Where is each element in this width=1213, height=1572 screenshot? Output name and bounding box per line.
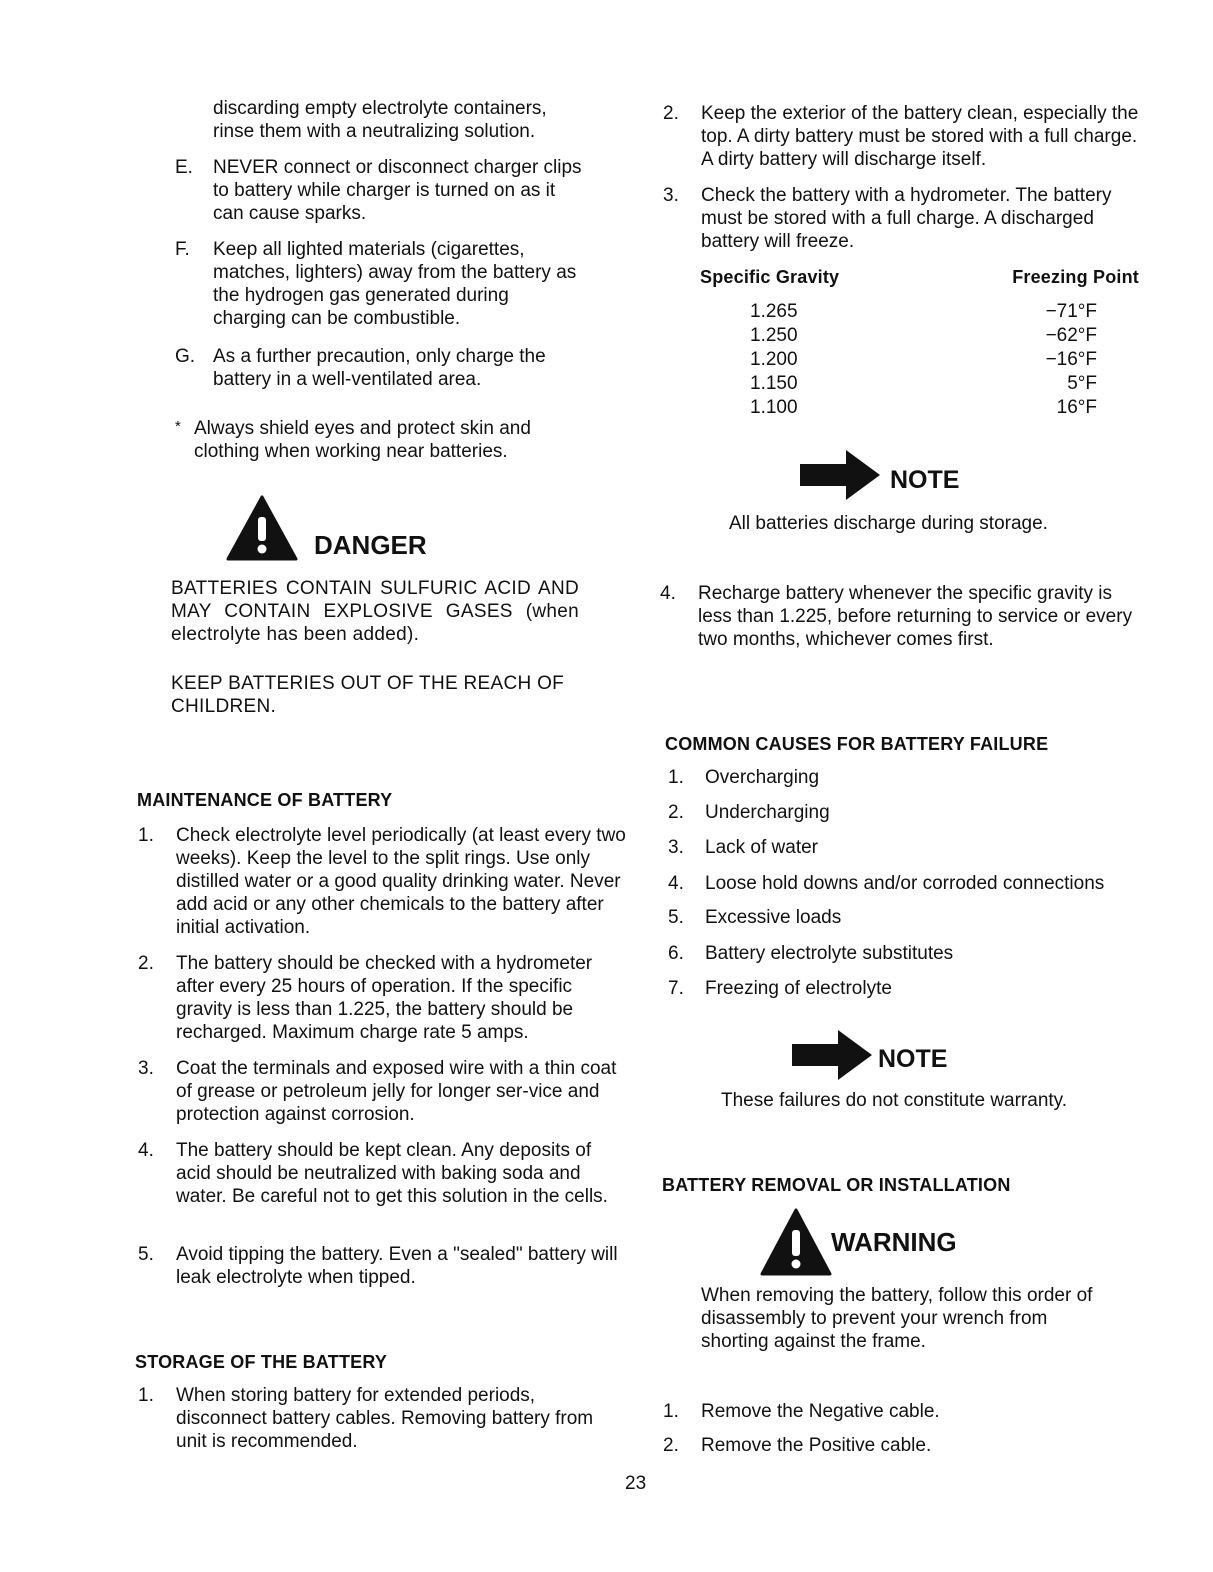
item-text: Remove the Negative cable. [701, 1401, 940, 1422]
removal-item [663, 1400, 1143, 1423]
item-text: Avoid tipping the battery. Even a "sealed" battery will leak electrolyte when tipped. [176, 1244, 618, 1288]
lettered-item-f [175, 238, 585, 330]
item-label: 2. [663, 1435, 679, 1456]
cause-item [668, 977, 1148, 1000]
specific-gravity-cell: 1.265 [750, 301, 798, 322]
page-number: 23 [625, 1473, 647, 1494]
specific-gravity-cell: 1.100 [750, 397, 798, 418]
item-label: 3. [663, 185, 679, 206]
lettered-item-e [175, 156, 585, 225]
danger-icon [226, 495, 298, 567]
danger-paragraph-1-text: BATTERIES CONTAIN SULFURIC ACID AND MAY CONTAIN EXPLOSIVE GASES (when electrolyte has been added). [171, 578, 579, 645]
freeze-table [700, 266, 1145, 426]
item-text: Lack of water [705, 837, 818, 858]
storage-item-3 [663, 184, 1151, 253]
item-text: Keep all lighted materials (cigarettes, matches, lighters) away from the battery as the hydrogen gas generated during charging can be combustible. [213, 239, 577, 329]
cause-item [668, 801, 1148, 824]
item-label: 3. [138, 1058, 154, 1079]
item-label: 1. [138, 1385, 154, 1406]
freeze-table-col-freezing-point: Freezing Point [1012, 267, 1139, 287]
specific-gravity-cell: 1.150 [750, 373, 798, 394]
warning-icon [760, 1208, 832, 1282]
note-text: All batteries discharge during storage. [729, 513, 1048, 534]
item-text: When storing battery for extended periods, disconnect battery cables. Removing battery from unit is recommended. [176, 1385, 594, 1452]
item-label: 3. [668, 837, 684, 858]
item-label: F. [175, 239, 190, 260]
asterisk-note [175, 417, 585, 463]
freezing-point-cell: −71°F [1045, 301, 1097, 322]
storage-item-1 [138, 1384, 626, 1453]
causes-heading: COMMON CAUSES FOR BATTERY FAILURE [665, 734, 1049, 754]
item-text: Loose hold downs and/or corroded connections [705, 873, 1105, 894]
freezing-point-cell: −62°F [1045, 325, 1097, 346]
item-label: 2. [668, 802, 684, 823]
cause-item [668, 872, 1148, 895]
item-label: 2. [663, 103, 679, 124]
warning-text-body: When removing the battery, follow this order of disassembly to prevent your wrench from shorting against the frame. [701, 1285, 1093, 1352]
item-label: 4. [660, 583, 676, 604]
specific-gravity-cell: 1.250 [750, 325, 798, 346]
warning-title: WARNING [831, 1227, 957, 1257]
note-arrow-icon [792, 1028, 874, 1090]
item-text: Undercharging [705, 802, 830, 823]
asterisk-label: * [175, 418, 181, 435]
removal-item [663, 1434, 1143, 1457]
freezing-point-cell: 5°F [1067, 373, 1097, 394]
item-text: Coat the terminals and exposed wire with a thin coat of grease or petroleum jelly for longer ser-vice and protection against corrosion. [176, 1058, 617, 1125]
cause-item [668, 836, 1148, 859]
danger-title: DANGER [314, 530, 427, 560]
item-label: 4. [668, 873, 684, 894]
note-arrow-icon [800, 448, 882, 510]
item-text: The battery should be checked with a hydrometer after every 25 hours of operation. If the specific gravity is less than 1.225, the battery should be recharged. Maximum charge rate 5 amps. [176, 953, 593, 1043]
item-text: Keep the exterior of the battery clean, especially the top. A dirty battery must be stored with a full charge. A dirty battery will discharge itself. [701, 103, 1139, 170]
item-label: 4. [138, 1140, 154, 1161]
item-text: Excessive loads [705, 907, 842, 928]
maintenance-item-5 [138, 1243, 626, 1289]
item-text: Check the battery with a hydrometer. The battery must be stored with a full charge. A discharged battery will freeze. [701, 185, 1112, 252]
item-text: Recharge battery whenever the specific gravity is less than 1.225, before returning to service or every two months, whichever comes first. [698, 583, 1133, 650]
storage-item-2 [663, 102, 1151, 171]
item-label: 5. [668, 907, 684, 928]
freezing-point-cell: −16°F [1045, 349, 1097, 370]
item-text: Overcharging [705, 767, 820, 788]
item-text: Freezing of electrolyte [705, 978, 892, 999]
maintenance-item-3 [138, 1057, 626, 1126]
danger-paragraph-2 [171, 672, 579, 718]
cause-item [668, 942, 1148, 965]
item-label: 2. [138, 953, 154, 974]
warning-text [701, 1284, 1111, 1353]
removal-heading: BATTERY REMOVAL OR INSTALLATION [662, 1175, 1011, 1195]
item-text: Remove the Positive cable. [701, 1435, 932, 1456]
danger-paragraph-1 [171, 577, 579, 646]
maintenance-item-1 [138, 824, 626, 939]
item-label: G. [175, 346, 196, 367]
item-text: Battery electrolyte substitutes [705, 943, 954, 964]
lettered-item-g [175, 345, 585, 391]
item-label: 1. [663, 1401, 679, 1422]
cause-item [668, 906, 1148, 929]
note-title: NOTE [890, 466, 960, 494]
item-label: 1. [668, 767, 684, 788]
storage-heading: STORAGE OF THE BATTERY [135, 1352, 388, 1372]
maintenance-item-2 [138, 952, 626, 1044]
freezing-point-cell: 16°F [1056, 397, 1097, 418]
item-label: 1. [138, 825, 154, 846]
intro-continuation [213, 97, 583, 143]
item-text: The battery should be kept clean. Any deposits of acid should be neutralized with baking soda and water. Be careful not to get this solution in the cells. [176, 1140, 608, 1207]
cause-item [668, 766, 1148, 789]
freeze-table-col-specific-gravity: Specific Gravity [700, 267, 840, 287]
asterisk-text: Always shield eyes and protect skin and clothing when working near batteries. [194, 418, 531, 462]
item-text: NEVER connect or disconnect charger clips to battery while charger is turned on as it can cause sparks. [213, 157, 582, 224]
maintenance-heading: MAINTENANCE OF BATTERY [137, 790, 393, 810]
item-label: 7. [668, 978, 684, 999]
danger-paragraph-2-text: KEEP BATTERIES OUT OF THE REACH OF CHILDREN. [171, 673, 565, 717]
maintenance-item-4 [138, 1139, 626, 1208]
item-label: 5. [138, 1244, 154, 1265]
intro-text: discarding empty electrolyte containers, rinse them with a neutralizing solution. [213, 98, 547, 142]
storage-item-4 [660, 582, 1150, 651]
note-text: These failures do not constitute warranty. [721, 1090, 1068, 1111]
item-label: E. [175, 157, 193, 178]
specific-gravity-cell: 1.200 [750, 349, 798, 370]
note-title: NOTE [878, 1045, 948, 1073]
item-text: As a further precaution, only charge the battery in a well-ventilated area. [213, 346, 546, 390]
item-text: Check electrolyte level periodically (at least every two weeks). Keep the level to the split rings. Use only distilled water or a good quality drinking water. Never add acid or any other chemicals to the battery after initial activation. [176, 825, 626, 938]
item-label: 6. [668, 943, 684, 964]
